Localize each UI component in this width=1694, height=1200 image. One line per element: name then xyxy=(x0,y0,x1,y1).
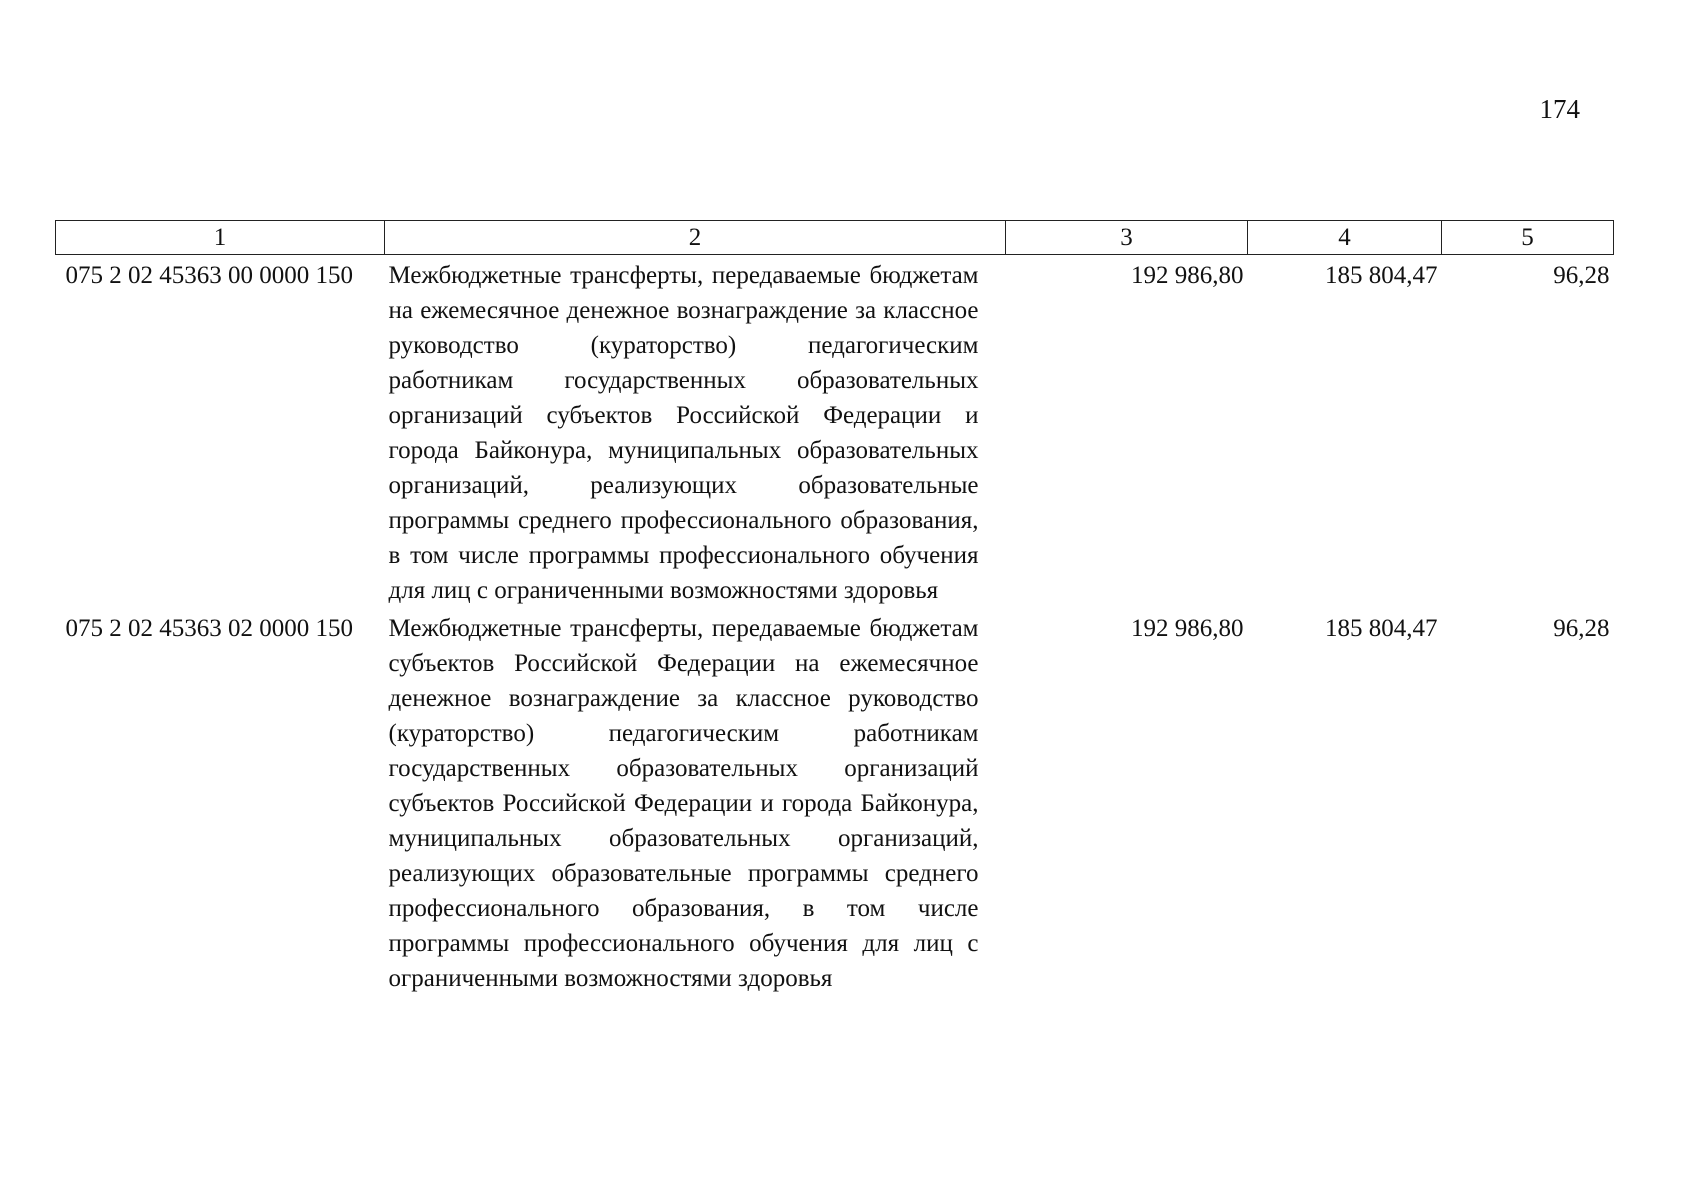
page-number: 174 xyxy=(1539,94,1580,124)
table-row xyxy=(56,608,1614,996)
description-text: Межбюджетные трансферты, передаваемые бюджетам на ежемесячное денежное вознаграждение за классное руководство (кураторство) педагогическим работникам государственных образовательных организаций субъектов Российской Федерации и города Байконура, муниципальных образовательных организаций, реализующих образовательные программы среднего профессионального образования, в том числе программы профессионального обучения для лиц с ограниченными возможностями здоровья xyxy=(388,262,979,604)
approved-amount: 192 986,80 xyxy=(1131,615,1244,642)
execution-percent: 96,28 xyxy=(1553,262,1610,289)
header-col-3: 3 xyxy=(1006,221,1248,255)
execution-percent: 96,28 xyxy=(1553,615,1610,642)
budget-code: 075 2 02 45363 02 0000 150 xyxy=(65,615,353,642)
description-cell xyxy=(385,608,1006,996)
description-cell xyxy=(385,255,1006,609)
description-text: Межбюджетные трансферты, передаваемые бюджетам субъектов Российской Федерации на ежемесячное денежное вознаграждение за классное руководство (кураторство) педагогическим работникам государственных образовательных организаций субъектов Российской Федерации и города Байконура, муниципальных образовательных организаций, реализующих образовательные программы среднего профессионального образования, в том числе программы профессионального обучения для лиц с ограниченными возможностями здоровья xyxy=(388,615,979,992)
header-col-4: 4 xyxy=(1248,221,1442,255)
budget-execution-table xyxy=(55,220,1614,996)
table-row xyxy=(56,255,1614,609)
header-col-2: 2 xyxy=(385,221,1006,255)
header-row xyxy=(56,221,1614,255)
table-body xyxy=(56,255,1614,997)
executed-amount: 185 804,47 xyxy=(1325,615,1438,642)
executed-amount: 185 804,47 xyxy=(1325,262,1438,289)
budget-code: 075 2 02 45363 00 0000 150 xyxy=(65,262,353,289)
header-col-5: 5 xyxy=(1442,221,1614,255)
approved-amount: 192 986,80 xyxy=(1131,262,1244,289)
table-header xyxy=(56,221,1614,255)
header-col-1: 1 xyxy=(56,221,385,255)
